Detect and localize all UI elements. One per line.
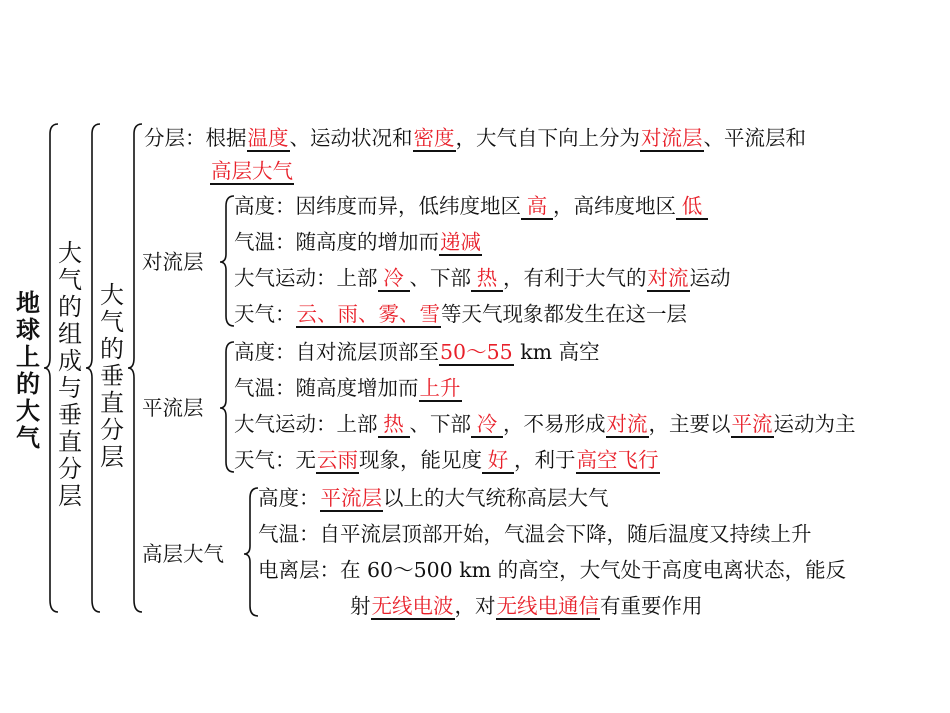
blank-strato-convection: 对流	[606, 412, 648, 436]
layering-mid2: ，大气自下向上分为	[455, 126, 640, 150]
strato-height-line	[234, 339, 600, 366]
tropo-motion-line	[234, 265, 731, 292]
blank-strato-lower: 冷	[471, 412, 503, 438]
strato-motion-suffix: 运动为主	[773, 412, 856, 436]
blank-tropo-lower: 热	[471, 266, 503, 292]
strato-motion-prefix: 大气运动：上部	[234, 412, 378, 436]
blank-radio-waves: 无线电波	[371, 594, 454, 618]
level2-title: 大气的组成与垂直分层	[58, 239, 82, 510]
blank-density: 密度	[413, 126, 455, 150]
blank-strato-advection: 平流	[731, 412, 773, 436]
tropo-temp-line	[234, 229, 482, 256]
blank-temperature: 温度	[247, 126, 289, 150]
strato-weather-mid2: ，利于	[514, 448, 576, 472]
upper-ion2-prefix: 射	[350, 594, 371, 618]
tropo-temp-prefix: 气温：随高度的增加而	[234, 230, 439, 254]
upper-temp-line: 气温：自平流层顶部开始，气温会下降，随后温度又持续上升	[258, 522, 812, 546]
tropo-motion-suffix: 运动	[689, 266, 731, 290]
level3-title-vertical	[100, 282, 128, 471]
tropo-height-mid: ，高纬度地区	[553, 194, 676, 218]
upper-height-suffix: 以上的大气统称高层大气	[383, 486, 609, 510]
upper-ion-line-2	[350, 593, 703, 620]
tropo-height-prefix: 高度：因纬度而异，低纬度地区	[234, 194, 521, 218]
upper-ion2-mid: ，对	[454, 594, 496, 618]
blank-strato-clouds: 云雨	[317, 448, 358, 472]
upper-atmosphere-label: 高层大气	[142, 542, 224, 566]
strato-motion-mid1: 、下部	[409, 412, 471, 436]
tropo-weather-line	[234, 301, 687, 328]
blank-radio-comm: 无线电通信	[496, 594, 599, 618]
strato-weather-prefix: 天气：无	[234, 448, 316, 472]
blank-tropo-upper: 冷	[378, 266, 410, 292]
blank-tropo-high-lat: 低	[676, 194, 708, 220]
tropo-motion-prefix: 大气运动：上部	[234, 266, 378, 290]
strato-weather-line	[234, 447, 660, 474]
blank-upper-height: 平流层	[320, 486, 382, 510]
blank-strato-flight: 高空飞行	[576, 448, 659, 472]
blank-tropo-low-lat: 高	[521, 194, 553, 220]
blank-tropo-temp: 递减	[440, 230, 481, 254]
layering-mid1: 、运动状况和	[289, 126, 413, 150]
strato-height-prefix: 高度：自对流层顶部至	[234, 340, 439, 364]
upper-height-prefix: 高度：	[258, 486, 320, 510]
level3-title: 大气的垂直分层	[100, 281, 124, 471]
tropo-weather-suffix: 等天气现象都发生在这一层	[441, 302, 687, 326]
blank-tropo-weather: 云、雨、雾、雪	[296, 302, 440, 326]
strato-motion-mid3: ，主要以	[648, 412, 731, 436]
main-title: 地球上的大气	[16, 289, 40, 452]
strato-temp-prefix: 气温：随高度增加而	[234, 376, 419, 400]
blank-troposphere: 对流层	[641, 126, 703, 150]
tropo-motion-mid1: 、下部	[409, 266, 471, 290]
blank-strato-height: 50～55	[440, 340, 513, 364]
layering-mid3: 、平流层和	[703, 126, 806, 150]
strato-motion-line	[234, 411, 856, 438]
blank-strato-visibility: 好	[482, 448, 514, 474]
upper-ion2-suffix: 有重要作用	[600, 594, 703, 618]
blank-strato-temp: 上升	[419, 376, 461, 400]
tropo-motion-mid2: ，有利于大气的	[503, 266, 647, 290]
layering-line	[144, 125, 806, 152]
tropo-height-line	[234, 193, 708, 220]
strato-temp-line	[234, 375, 462, 402]
blank-upper-atmosphere: 高层大气	[211, 159, 293, 183]
layering-line-2	[210, 158, 294, 185]
troposphere-label: 对流层	[142, 250, 204, 274]
strato-motion-mid2: ，不易形成	[503, 412, 606, 436]
blank-strato-upper: 热	[378, 412, 410, 438]
stratosphere-label: 平流层	[142, 396, 204, 420]
strato-weather-mid1: 现象，能见度	[359, 448, 482, 472]
layering-prefix: 分层：根据	[144, 126, 247, 150]
tropo-weather-prefix: 天气：	[234, 302, 296, 326]
strato-height-suffix: km 高空	[513, 340, 600, 364]
upper-ion-line: 电离层：在 60～500 km 的高空，大气处于高度电离状态，能反	[258, 558, 847, 582]
upper-height-line	[258, 485, 609, 512]
main-title-vertical	[16, 290, 44, 452]
blank-tropo-convection: 对流	[647, 266, 689, 290]
level2-title-vertical	[58, 240, 86, 510]
